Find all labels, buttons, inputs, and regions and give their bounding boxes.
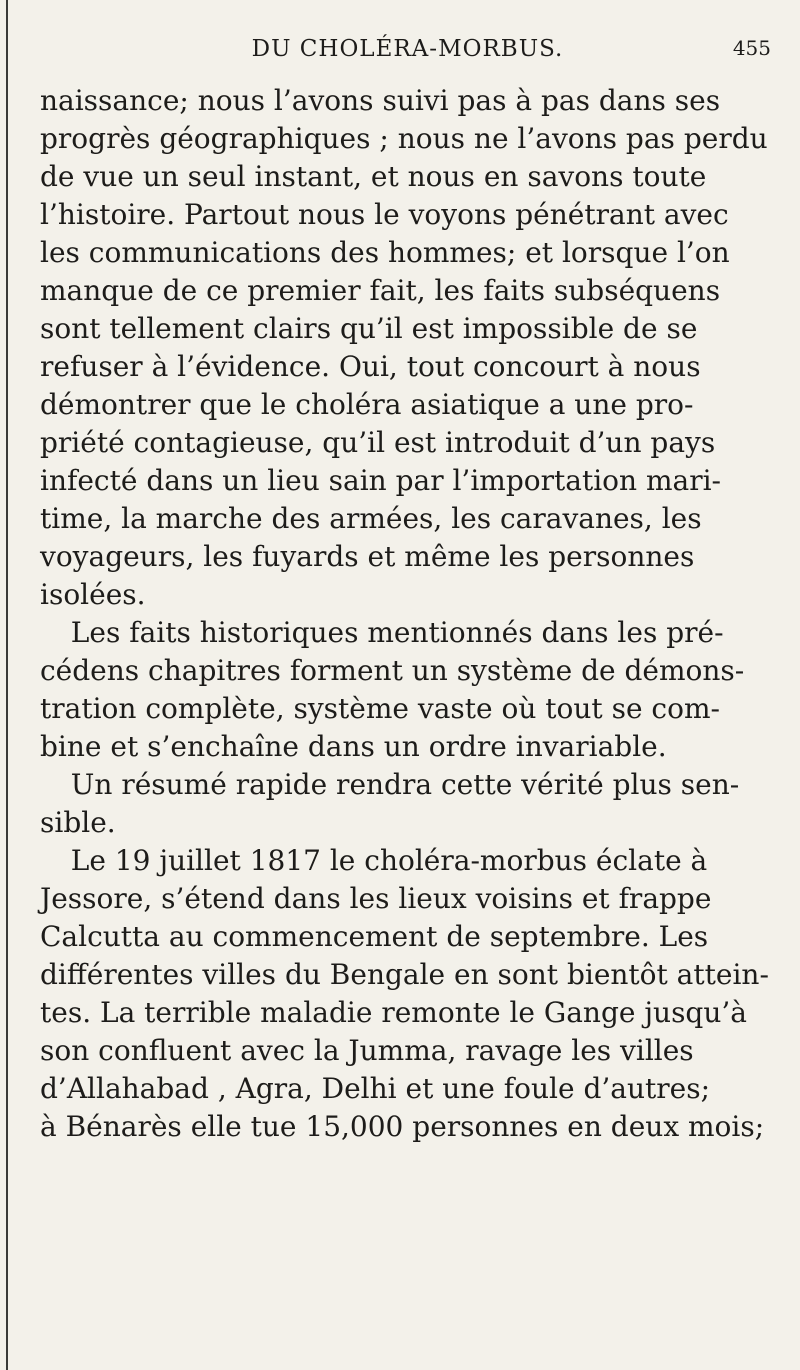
text-line: sible.: [40, 806, 116, 839]
body-text: [40, 82, 775, 1146]
text-line: tes. La terrible maladie remonte le Gange jusqu’à: [40, 996, 747, 1029]
text-line: progrès géographiques ; nous ne l’avons pas perdu: [40, 122, 768, 155]
paragraph-summary: [40, 766, 775, 842]
text-line: voyageurs, les fuyards et même les personnes: [40, 540, 695, 573]
text-line: l’histoire. Partout nous le voyons pénétrant avec: [40, 198, 729, 231]
running-head: [40, 14, 775, 70]
text-line: Le 19 juillet 1817 le choléra-morbus éclate à: [70, 844, 708, 877]
text-line: time, la marche des armées, les caravanes, les: [40, 502, 702, 535]
text-line: Calcutta au commencement de septembre. Les: [40, 920, 709, 953]
text-line: infecté dans un lieu sain par l’importation mari-: [40, 464, 721, 497]
book-page: [40, 14, 775, 1354]
text-line: Les faits historiques mentionnés dans les pré-: [70, 616, 724, 649]
paragraph-historical-facts: [40, 614, 775, 766]
text-line: les communications des hommes; et lorsque l’on: [40, 236, 730, 269]
paragraph-chronology: [40, 842, 775, 1146]
text-line: à Bénarès elle tue 15,000 personnes en deux mois;: [40, 1110, 765, 1143]
text-line: son confluent avec la Jumma, ravage les villes: [40, 1034, 694, 1067]
text-line: différentes villes du Bengale en sont bientôt attein-: [40, 958, 769, 991]
text-line: bine et s’enchaîne dans un ordre invariable.: [40, 730, 667, 763]
text-line: tration complète, système vaste où tout se com-: [40, 692, 720, 725]
text-line: isolées.: [40, 578, 146, 611]
text-line: Jessore, s’étend dans les lieux voisins et frappe: [40, 882, 712, 915]
text-line: d’Allahabad , Agra, Delhi et une foule d’autres;: [40, 1072, 711, 1105]
text-line: de vue un seul instant, et nous en savons toute: [40, 160, 707, 193]
page-edge-rule: [6, 0, 8, 1370]
text-line: Un résumé rapide rendra cette vérité plus sen-: [70, 768, 740, 801]
paragraph-continuation: [40, 82, 775, 614]
text-line: priété contagieuse, qu’il est introduit d’un pays: [40, 426, 716, 459]
text-line: sont tellement clairs qu’il est impossible de se: [40, 312, 698, 345]
text-line: démontrer que le choléra asiatique a une pro-: [40, 388, 694, 421]
text-line: manque de ce premier fait, les faits subséquens: [40, 274, 721, 307]
page-number: 455: [732, 36, 771, 60]
text-line: refuser à l’évidence. Oui, tout concourt à nous: [40, 350, 701, 383]
running-title: DU CHOLÉRA-MORBUS.: [251, 36, 564, 62]
text-line: cédens chapitres forment un système de démons-: [40, 654, 745, 687]
text-line: naissance; nous l’avons suivi pas à pas dans ses: [40, 84, 721, 117]
